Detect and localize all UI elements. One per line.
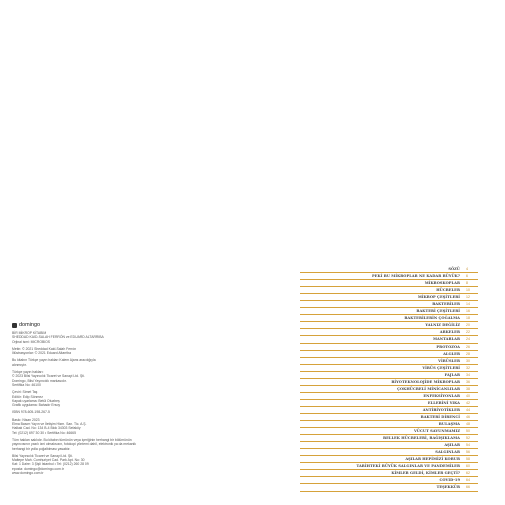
toc-entry-page: 12 xyxy=(466,295,470,300)
toc-entry-page: 44 xyxy=(466,407,470,412)
toc-entry-title: BAKTERİLERİN ÇOĞALMA xyxy=(404,316,460,321)
toc-entry-page: 24 xyxy=(466,337,470,342)
imprint-line: alınmıştır. xyxy=(12,362,27,367)
toc-entry-page: 20 xyxy=(466,323,470,328)
toc-entry[interactable] xyxy=(300,287,478,294)
toc-entry-page: 54 xyxy=(466,443,470,448)
imprint-text xyxy=(12,331,242,475)
toc-entry-page: 40 xyxy=(466,393,470,398)
imprint-line: İllüstrasyonlar: © 2021 Eduard Altarriba xyxy=(12,351,72,356)
toc-entry-title: BULAŞMA xyxy=(438,422,460,427)
toc-entry[interactable] xyxy=(300,351,478,358)
imprint-line: BİR MİKROP KİTABIM xyxy=(12,331,47,335)
imprint-line: Kat: 1 Daire: 3 Şişli İstanbul • Tel: (0212) 260 28 09 xyxy=(12,462,89,467)
toc-entry[interactable] xyxy=(300,336,478,343)
toc-entry-page: 48 xyxy=(466,422,470,427)
toc-entry-page: 50 xyxy=(466,429,470,434)
toc-entry[interactable] xyxy=(300,484,478,491)
toc-entry-page: 52 xyxy=(466,436,470,441)
toc-entry-title: ALGLER xyxy=(443,351,460,356)
toc-entry-page: 22 xyxy=(466,330,470,335)
toc-entry-title: VÜCUT SAVUNMAMIZ xyxy=(413,429,460,434)
toc-entry[interactable] xyxy=(300,294,478,301)
toc-entry-title: BELLEK HÜCRELERİ, BAĞIŞIKLAMA xyxy=(382,436,460,441)
imprint-line: Tel: (0212) 697 30 30 • Sertifika No: 46665 xyxy=(12,430,76,435)
toc-entry-title: BAKTERİ DİRENCİ xyxy=(420,415,460,419)
toc-entry-title: AŞILAR HEPİMİZİ KORUR xyxy=(405,457,460,462)
toc-entry-page: 18 xyxy=(466,316,470,321)
imprint-line: ISBN 978-605-198-267-5 xyxy=(12,410,50,415)
imprint-line: Baskı: Nisan 2023 xyxy=(12,417,40,422)
toc-entry-title: TEŞEKKÜR xyxy=(436,485,460,490)
toc-entry-page: 66 xyxy=(466,485,470,490)
imprint-line: Sertifika No: 46100 xyxy=(12,382,41,387)
toc-entry[interactable] xyxy=(300,301,478,308)
toc-entry-title: BAKTERİLER xyxy=(432,302,460,307)
toc-entry-page: 30 xyxy=(466,358,470,363)
publisher-logo xyxy=(12,322,242,328)
toc-entry-page: 8 xyxy=(466,281,468,286)
toc-entry-page: 42 xyxy=(466,400,470,405)
imprint-line: Bu kitabın Türkçe yayın hakları Kalem Ajans aracılığıyla xyxy=(12,358,96,363)
toc-entry[interactable] xyxy=(300,477,478,484)
toc-entry-title: ANTİBİYOTİKLER xyxy=(422,407,460,412)
toc-entry-title: COVID-19 xyxy=(439,478,460,483)
imprint-line: www.domingo.com.tr xyxy=(12,471,44,476)
toc-entry-page: 4 xyxy=(466,267,468,272)
toc-entry-title: ELLERİNİ YIKA xyxy=(427,400,460,405)
toc-entry-title: ARKELER xyxy=(439,330,460,335)
imprint-line: Orjinal ismi: MICROBIOS xyxy=(12,339,51,344)
toc-entry-page: 14 xyxy=(466,302,470,307)
toc-entry-title: AŞILAR xyxy=(444,443,460,448)
toc-entry-page: 26 xyxy=(466,344,470,349)
toc-entry-title: HÜCRELER xyxy=(436,288,460,293)
toc-entry-title: VİRÜSLER xyxy=(438,358,460,363)
imprint-line: Domingo, Bilsi Yayıncılık markasıdır. xyxy=(12,378,67,383)
toc-entry-page: 16 xyxy=(466,309,470,314)
toc-entry-title: ENFEKSİYONLAR xyxy=(423,393,460,398)
toc-entry[interactable] xyxy=(300,322,478,329)
toc-entry[interactable] xyxy=(300,358,478,365)
toc-entry-page: 56 xyxy=(466,450,470,455)
toc-entry-title: KİMLER GELDİ, KİMLER GEÇTİ? xyxy=(391,471,460,476)
imprint-block xyxy=(12,322,242,475)
imprint-line: eposta: domingo@domingo.com.tr xyxy=(12,466,64,471)
imprint-line: Maltepe Mah. Cumhuriyet Cad. Park Apt. No: 30 xyxy=(12,458,85,463)
imprint-line: Elma Basım Yayın ve İletişim Hizm. San. Tic. A.Ş. xyxy=(12,422,87,427)
imprint-line: herhangi bir yolla çoğaltılması yasaktır. xyxy=(12,446,71,451)
toc-entry-page: 60 xyxy=(466,464,470,469)
toc-entry[interactable] xyxy=(300,280,478,287)
toc-entry[interactable] xyxy=(300,372,478,379)
toc-entry-title: YALNIZ DEĞİLİZ xyxy=(425,323,460,328)
toc-entry[interactable] xyxy=(300,273,478,280)
toc-entry-page: 32 xyxy=(466,365,470,370)
toc-entry-title: SALGINLAR xyxy=(435,450,460,455)
toc-entry[interactable] xyxy=(300,449,478,456)
toc-entry[interactable] xyxy=(300,421,478,428)
toc-entry-page: 64 xyxy=(466,478,470,483)
toc-entry[interactable] xyxy=(300,386,478,393)
toc-entry[interactable] xyxy=(300,456,478,463)
toc-entry-title: MİKROP ÇEŞİTLERİ xyxy=(417,295,460,300)
toc-entry-page: 46 xyxy=(466,415,470,419)
toc-entry[interactable] xyxy=(300,365,478,372)
toc-entry[interactable] xyxy=(300,329,478,336)
toc-entry-title: BİYOTEKNOLOJİDE MİKROPLAR xyxy=(391,379,460,384)
imprint-line: Editör: Edip Sönmez xyxy=(12,394,43,399)
toc-entry[interactable] xyxy=(300,470,478,477)
toc-entry[interactable] xyxy=(300,379,478,386)
toc-entry-page: 38 xyxy=(466,386,470,391)
toc-entry[interactable] xyxy=(300,308,478,315)
toc-entry-page: 28 xyxy=(466,351,470,356)
imprint-line: yayıncısının yazılı izni olmaksızın, fotokopi yöntemi dahil, elektronik ya da mekanik xyxy=(12,442,137,447)
toc-entry[interactable] xyxy=(300,266,478,273)
toc-entry-title: PROTOZOA xyxy=(436,344,460,349)
toc-entry-title: SÖZÜ xyxy=(448,267,460,272)
publisher-name: domingo xyxy=(19,322,41,328)
toc-entry[interactable] xyxy=(300,414,478,421)
toc-entry-page: 34 xyxy=(466,372,470,377)
toc-entry-title: TARİHTEKİ BÜYÜK SALGINLAR VE PANDEMİLER xyxy=(356,464,460,469)
toc-entry-page: 10 xyxy=(466,288,470,293)
imprint-line: Türkçe yayın hakları: xyxy=(12,370,44,375)
toc-entry-title: VİRÜS ÇEŞİTLERİ xyxy=(422,365,460,370)
table-of-contents xyxy=(300,266,478,492)
imprint-line: Tüm hakları saklıdır. Bu kitabın tümünün veya içeriğinin herhangi bir bölümünün xyxy=(12,437,132,442)
toc-entry-page: 62 xyxy=(466,471,470,476)
imprint-line: SHEDDAD KAID-SALAH FERRÓN ve EDUARD ALTARRIBA xyxy=(12,335,104,340)
imprint-line: Çeviri: Simet Taş xyxy=(12,390,38,395)
toc-entry[interactable] xyxy=(300,435,478,442)
toc-entry-title: MANTARLAR xyxy=(432,337,460,342)
imprint-line: Kapak uyarlama: Betül Otuzbeş xyxy=(12,398,60,403)
toc-entry[interactable] xyxy=(300,315,478,322)
toc-entry[interactable] xyxy=(300,344,478,351)
imprint-line: Grafik uygulama: Bahadır Ersoy xyxy=(12,403,61,408)
toc-entry[interactable] xyxy=(300,393,478,400)
toc-entry-page: 6 xyxy=(466,274,468,279)
toc-entry[interactable] xyxy=(300,428,478,435)
imprint-line: Bilsi Yayıncılık Ticaret ve Sanayi Ltd. Şti. xyxy=(12,453,73,458)
imprint-line: © 2023 Bilsi Yayıncılık Ticaret ve Sanayi Ltd. Şti. xyxy=(12,374,85,379)
toc-entry-page: 36 xyxy=(466,379,470,384)
toc-entry-page: 58 xyxy=(466,457,470,462)
toc-entry[interactable] xyxy=(300,442,478,449)
toc-entry[interactable] xyxy=(300,463,478,470)
toc-entry-title: ÇOKHÜCRELİ MİNİCANLILAR xyxy=(397,386,460,391)
toc-entry-title: MİKROSKOPLAR xyxy=(424,281,460,286)
toc-entry-title: BAKTERİ ÇEŞİTLERİ xyxy=(416,309,460,314)
toc-entry[interactable] xyxy=(300,407,478,414)
logo-mark-icon xyxy=(12,323,17,328)
toc-entry-title: FAJLAR xyxy=(444,372,460,377)
imprint-line: Metin: © 2021 Sheddad Kaid-Salah Ferrón xyxy=(12,346,77,351)
imprint-line: Halkalı Cad. No: 134 B-4 Blok 34303 Sefaköy xyxy=(12,426,81,431)
toc-entry-title: PEKİ BU MİKROPLAR NE KADAR BÜYÜK? xyxy=(371,274,460,279)
toc-entry[interactable] xyxy=(300,400,478,407)
